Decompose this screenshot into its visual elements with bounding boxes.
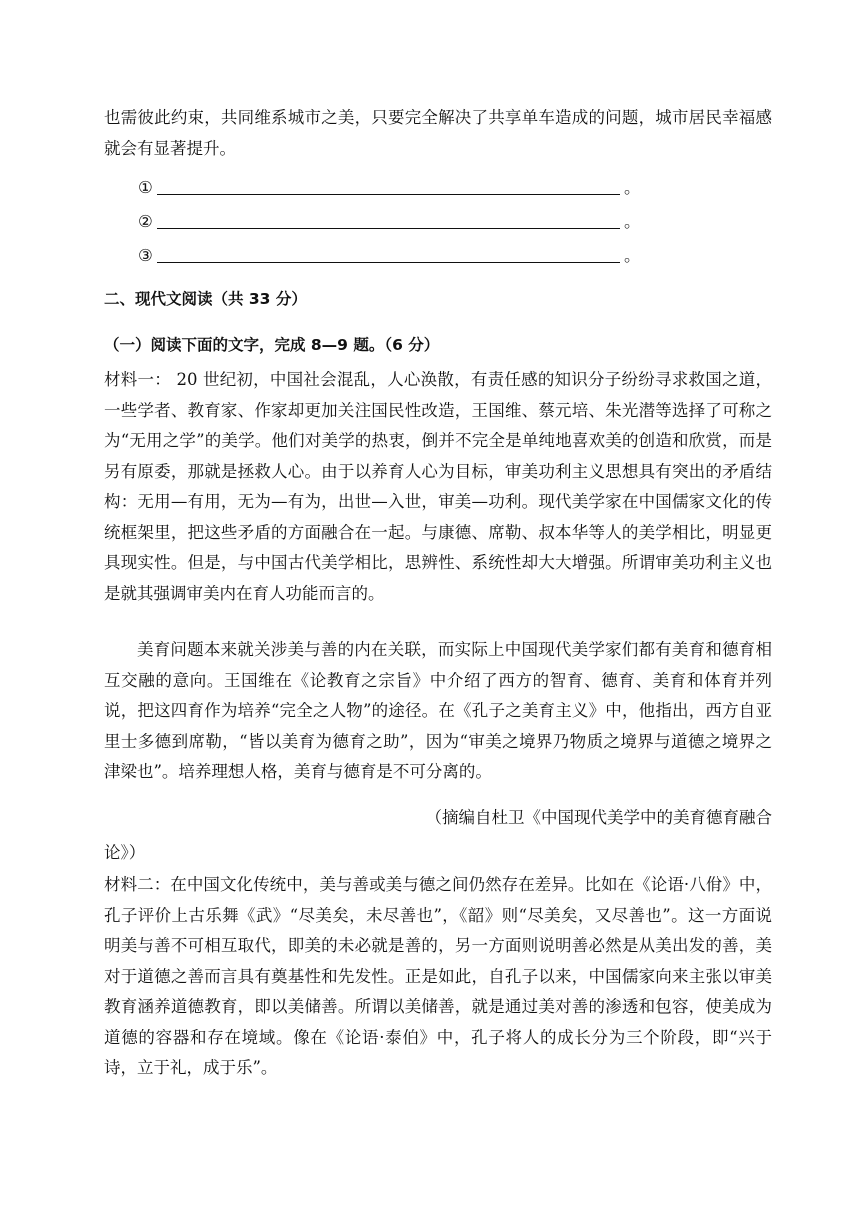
blank-underline bbox=[157, 194, 620, 195]
answer-blank-2[interactable] bbox=[138, 211, 641, 233]
blank-number: ② bbox=[138, 212, 153, 231]
blank-period: 。 bbox=[624, 178, 641, 197]
intro-paragraph: 也需彼此约束，共同维系城市之美，只要完全解决了共享单车造成的问题，城市居民幸福感就会有显著提升。 bbox=[104, 108, 772, 158]
blank-underline bbox=[157, 228, 620, 229]
section-heading: 二、现代文阅读（共 33 分） bbox=[104, 290, 307, 308]
blank-number: ③ bbox=[138, 246, 153, 265]
blank-period: 。 bbox=[624, 212, 641, 231]
material2-paragraph: 材料二：在中国文化传统中，美与善或美与德之间仍然存在差异。比如在《论语·八佾》中，孔子评价上古乐舞《武》“尽美矣，未尽善也”，《韶》则“尽美矣，又尽善也”。这一方面说明美与善不可相互取代，即美的未必就是善的，另一方面则说明善必然是从美出发的善，美对于道德之善而言具有奠基性和先发性。正是如此，自孔子以来，中国儒家向来主张以审美教育涵养道德教育，即以美储善。所谓以美储善，就是通过美对善的渗透和包容，使美成为道德的容器和存在境域。像在《论语·泰伯》中，孔子将人的成长分为三个阶段，即“兴于诗，立于礼，成于乐”。 bbox=[104, 875, 772, 1077]
blank-period: 。 bbox=[624, 246, 641, 265]
source-citation-line1: （摘编自杜卫《中国现代美学中的美育德育融合 bbox=[425, 808, 772, 827]
answer-blank-3[interactable] bbox=[138, 245, 641, 267]
blank-number: ① bbox=[138, 178, 153, 197]
source-citation-line2: 论》） bbox=[104, 843, 146, 862]
blank-underline bbox=[157, 262, 620, 263]
subsection-heading: （一）阅读下面的文字，完成 8—9 题。（6 分） bbox=[104, 336, 440, 354]
material1-paragraph2: 美育问题本来就关涉美与善的内在关联，而实际上中国现代美学家们都有美育和德育相互交融的意向。王国维在《论教育之宗旨》中介绍了西方的智育、德育、美育和体育并列说，把这四育作为培养“完全之人物”的途径。在《孔子之美育主义》中，他指出，西方自亚里士多德到席勒，“皆以美育为德育之助”，因为“审美之境界乃物质之境界与道德之境界之津梁也”。培养理想人格，美育与德育是不可分离的。 bbox=[104, 640, 772, 781]
answer-blank-1[interactable] bbox=[138, 177, 641, 199]
material1-paragraph1: 材料一： 20 世纪初，中国社会混乱，人心涣散，有责任感的知识分子纷纷寻求救国之道，一些学者、教育家、作家却更加关注国民性改造，王国维、蔡元培、朱光潜等选择了可称之为“无用之学”的美学。他们对美学的热衷，倒并不完全是单纯地喜欢美的创造和欣赏，而是另有原委，那就是拯救人心。由于以养育人心为目标，审美功利主义思想具有突出的矛盾结构：无用—有用，无为—有为，出世—入世，审美—功利。现代美学家在中国儒家文化的传统框架里，把这些矛盾的方面融合在一起。与康德、席勒、叔本华等人的美学相比，明显更具现实性。但是，与中国古代美学相比，思辨性、系统性却大大增强。所谓审美功利主义也是就其强调审美内在育人功能而言的。 bbox=[104, 370, 772, 603]
